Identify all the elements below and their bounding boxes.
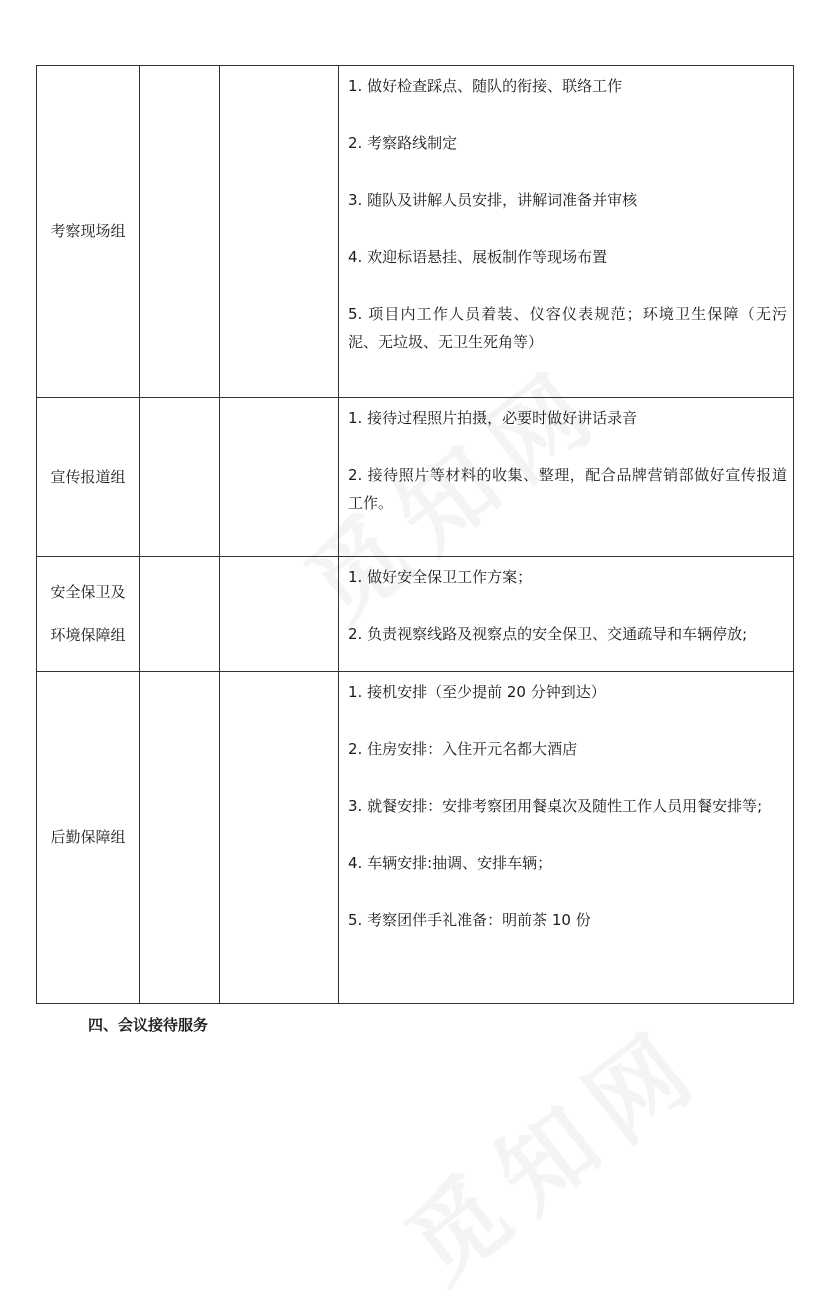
group-name-cell bbox=[37, 557, 140, 672]
task-list-cell bbox=[339, 557, 794, 672]
task-item: 2. 负责视察线路及视察点的安全保卫、交通疏导和车辆停放; bbox=[348, 625, 748, 643]
section-heading: 四、会议接待服务 bbox=[88, 1016, 209, 1034]
task-item: 2. 接待照片等材料的收集、整理，配合品牌营销部做好宣传报道工作。 bbox=[348, 466, 787, 512]
task-item: 1. 做好检查踩点、随队的衔接、联络工作 bbox=[348, 77, 623, 95]
empty-cell bbox=[220, 557, 339, 672]
reception-plan-table bbox=[36, 65, 794, 1004]
empty-cell bbox=[220, 398, 339, 557]
group-name-cell: 考察现场组 bbox=[37, 66, 140, 398]
task-list-cell bbox=[339, 66, 794, 398]
task-item: 1. 接机安排（至少提前 20 分钟到达） bbox=[348, 683, 606, 701]
task-item: 5. 项目内工作人员着装、仪容仪表规范；环境卫生保障（无污泥、无垃圾、无卫生死角等） bbox=[348, 305, 787, 351]
empty-cell bbox=[140, 672, 220, 1004]
table-row bbox=[37, 66, 794, 398]
empty-cell bbox=[140, 66, 220, 398]
task-list-cell bbox=[339, 398, 794, 557]
empty-cell bbox=[140, 398, 220, 557]
task-item: 2. 考察路线制定 bbox=[348, 134, 458, 152]
table-row bbox=[37, 557, 794, 672]
task-item: 2. 住房安排：入住开元名都大酒店 bbox=[348, 740, 578, 758]
empty-cell bbox=[140, 557, 220, 672]
task-item: 3. 随队及讲解人员安排，讲解词准备并审核 bbox=[348, 191, 638, 209]
task-item: 1. 做好安全保卫工作方案； bbox=[348, 568, 533, 586]
task-item: 1. 接待过程照片拍摄，必要时做好讲话录音 bbox=[348, 409, 638, 427]
task-item: 3. 就餐安排：安排考察团用餐桌次及随性工作人员用餐安排等; bbox=[348, 797, 763, 815]
table-row bbox=[37, 672, 794, 1004]
task-item: 4. 欢迎标语悬挂、展板制作等现场布置 bbox=[348, 248, 608, 266]
task-item: 4. 车辆安排:抽调、安排车辆； bbox=[348, 854, 553, 872]
group-name-line: 环境保障组 bbox=[50, 626, 126, 644]
empty-cell bbox=[220, 66, 339, 398]
watermark bbox=[374, 989, 728, 1308]
group-name-cell: 宣传报道组 bbox=[37, 398, 140, 557]
group-name-line: 安全保卫及 bbox=[50, 583, 126, 601]
table-row bbox=[37, 398, 794, 557]
task-item: 5. 考察团伴手礼准备：明前茶 10 份 bbox=[348, 911, 591, 929]
task-list-cell bbox=[339, 672, 794, 1004]
empty-cell bbox=[220, 672, 339, 1004]
group-name-cell: 后勤保障组 bbox=[37, 672, 140, 1004]
